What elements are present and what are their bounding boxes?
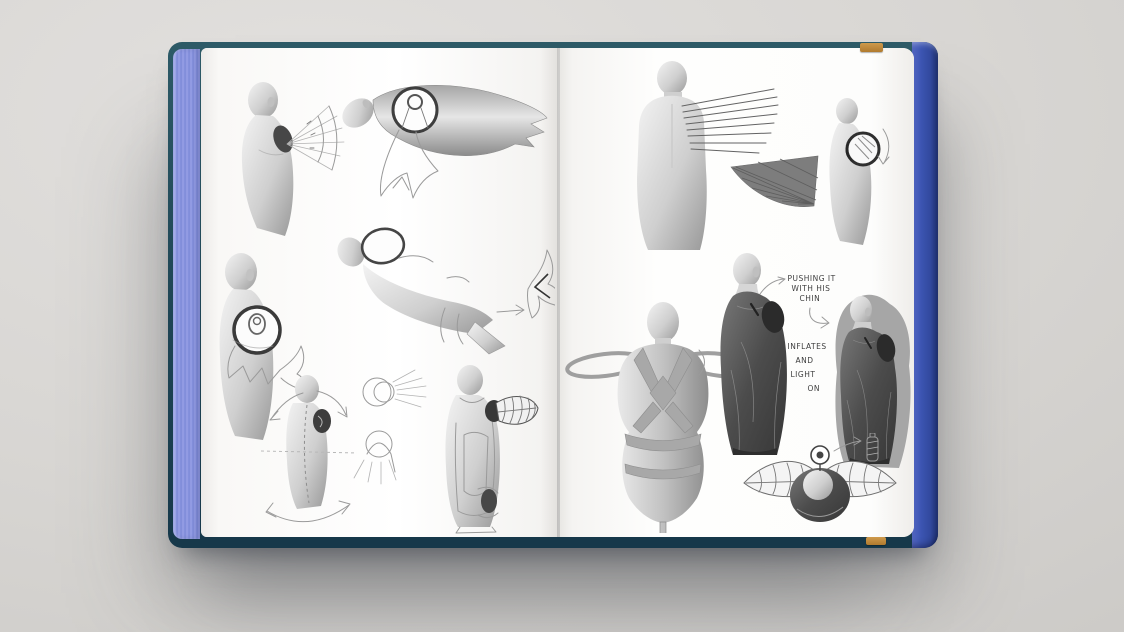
book-cover-right-edge bbox=[912, 42, 938, 548]
sketch-rotation-torso bbox=[259, 373, 359, 533]
head-top-view bbox=[803, 470, 833, 500]
annotation-line: CHIN bbox=[799, 294, 821, 303]
book-spine-page-edges bbox=[173, 49, 200, 539]
sketch-diving-figure bbox=[327, 216, 555, 372]
annotation-line: WITH HIS bbox=[791, 284, 831, 293]
sketch-caged-wing-torso bbox=[426, 363, 541, 535]
tail-fin bbox=[614, 522, 708, 533]
annotation-inflates bbox=[788, 342, 838, 394]
annotation-pushing bbox=[784, 274, 860, 304]
tail-fin-sketch bbox=[528, 250, 556, 318]
open-pages bbox=[201, 48, 914, 537]
render-fan-wedge bbox=[728, 154, 824, 216]
annotation-line: PUSHING IT bbox=[787, 274, 836, 283]
sketch-top-view-winged-figure bbox=[739, 433, 901, 536]
arrow-to-canister bbox=[834, 437, 861, 451]
ribbed-wing-frame bbox=[496, 396, 538, 424]
back-ring bbox=[359, 225, 407, 267]
annotation-line: INFLATES bbox=[787, 342, 827, 351]
bookmark-tab-bottom bbox=[866, 537, 886, 545]
bookmark-tab-top bbox=[860, 43, 883, 52]
arrow-right bbox=[497, 305, 524, 315]
sketch-profile-ring-arrow bbox=[821, 93, 897, 249]
canister-sketch bbox=[867, 433, 878, 461]
annotation-line: ON bbox=[807, 384, 821, 393]
sketch-bent-figure-wing bbox=[329, 70, 557, 212]
right-page bbox=[558, 48, 915, 537]
sketchbook bbox=[168, 42, 938, 548]
left-page bbox=[201, 48, 558, 537]
annotation-line: AND bbox=[795, 356, 814, 365]
annotation-line: LIGHT bbox=[790, 370, 816, 379]
page-gutter bbox=[557, 48, 560, 537]
sketch-curve-arrow-small bbox=[696, 348, 712, 378]
chin-push-arrow bbox=[806, 306, 834, 332]
